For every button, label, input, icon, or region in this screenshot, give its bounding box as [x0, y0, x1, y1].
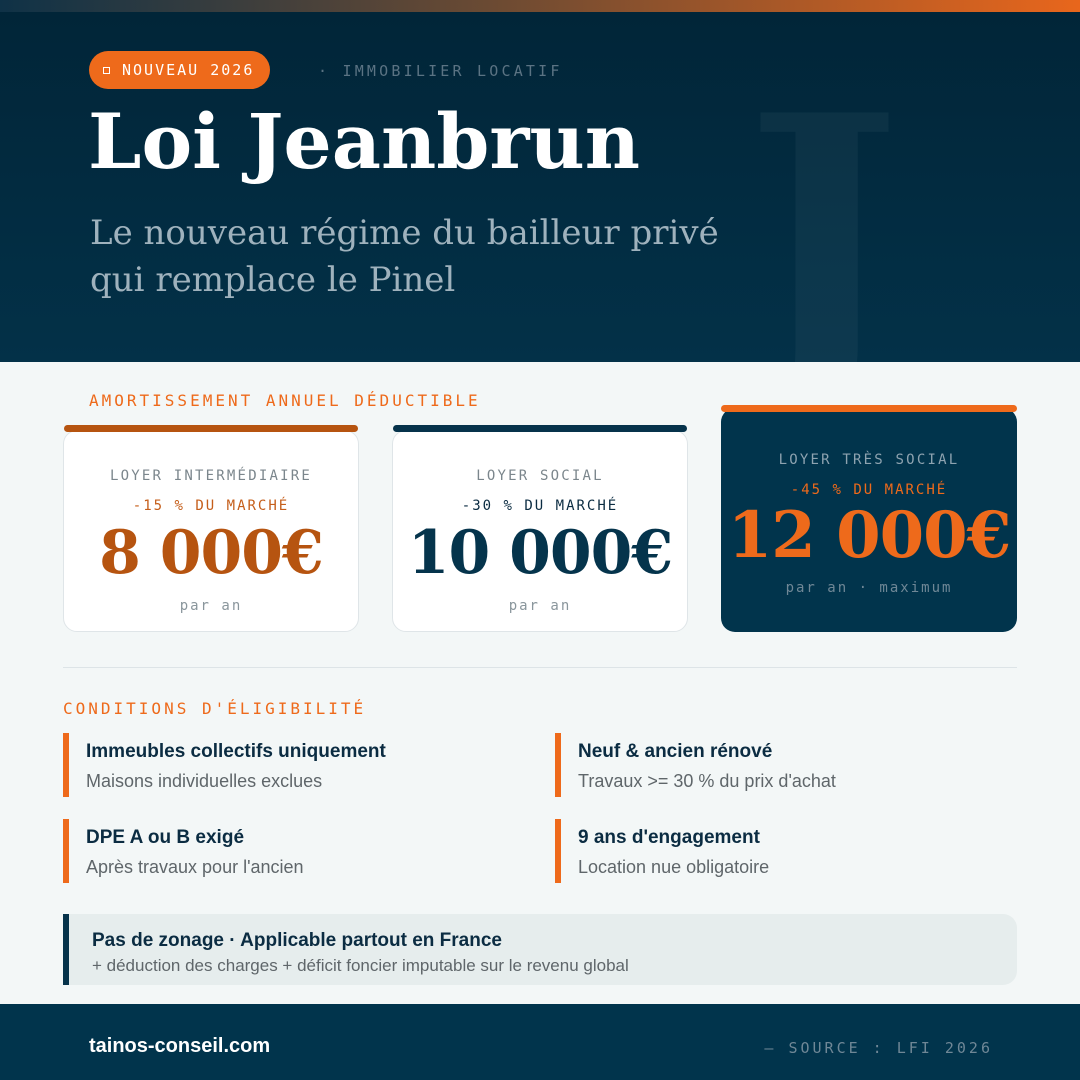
conditions-heading: CONDITIONS D'ÉLIGIBILITÉ [63, 699, 367, 718]
card-period: par an [508, 598, 572, 614]
condition-desc: Location nue obligatoire [578, 857, 770, 877]
new-badge [89, 51, 270, 89]
condition-item [63, 733, 493, 797]
page-title: Loi Jeanbrun [88, 97, 640, 186]
card-value: 10 000€ [407, 518, 673, 588]
card-label: LOYER TRÈS SOCIAL [778, 452, 960, 468]
card-accent-bar [721, 405, 1017, 412]
condition-desc: Maisons individuelles exclues [86, 771, 323, 791]
condition-title: DPE A ou B exigé [86, 827, 245, 848]
condition-desc: Travaux >= 30 % du prix d'achat [578, 771, 836, 791]
hero-section [0, 12, 1080, 362]
card-value: 12 000€ [727, 498, 1011, 573]
square-icon [103, 67, 110, 74]
card-value: 8 000€ [99, 518, 323, 588]
condition-title: Neuf & ancien rénové [578, 741, 773, 762]
note-desc: + déduction des charges + déficit foncier imputable sur le revenu global [92, 956, 629, 975]
card-discount: -45 % DU MARCHÉ [790, 482, 948, 498]
section-divider [63, 667, 1017, 668]
subtitle-line-1: Le nouveau régime du bailleur privé [90, 213, 719, 253]
page-subtitle [90, 210, 719, 304]
condition-title: 9 ans d'engagement [578, 827, 760, 848]
subtitle-line-2: qui remplace le Pinel [90, 260, 456, 300]
card-loyer-intermediaire [63, 430, 359, 632]
source-label: — SOURCE : LFI 2026 [764, 1039, 993, 1057]
card-loyer-social [392, 430, 688, 632]
card-label: LOYER SOCIAL [476, 468, 604, 484]
badge-label: NOUVEAU 2026 [122, 61, 255, 79]
zoning-note [63, 914, 1017, 985]
condition-title: Immeubles collectifs uniquement [86, 741, 386, 762]
footer [0, 1004, 1080, 1080]
condition-item [555, 733, 985, 797]
card-period: par an · maximum [785, 580, 953, 596]
condition-desc: Après travaux pour l'ancien [86, 857, 304, 877]
card-accent-bar [393, 425, 687, 432]
card-discount: -30 % DU MARCHÉ [461, 498, 619, 514]
card-label: LOYER INTERMÉDIAIRE [110, 468, 312, 484]
card-discount: -15 % DU MARCHÉ [132, 498, 290, 514]
card-accent-bar [64, 425, 358, 432]
note-title: Pas de zonage · Applicable partout en France [92, 930, 502, 951]
card-period: par an [179, 598, 243, 614]
condition-item [555, 819, 985, 883]
top-gradient-line [0, 0, 1080, 12]
category-label: · IMMOBILIER LOCATIF [318, 62, 563, 80]
watermark-letter [745, 72, 901, 362]
amortissement-heading: AMORTISSEMENT ANNUEL DÉDUCTIBLE [89, 391, 481, 410]
website-link[interactable]: tainos-conseil.com [89, 1035, 271, 1057]
condition-item [63, 819, 493, 883]
card-loyer-tres-social [721, 408, 1017, 632]
